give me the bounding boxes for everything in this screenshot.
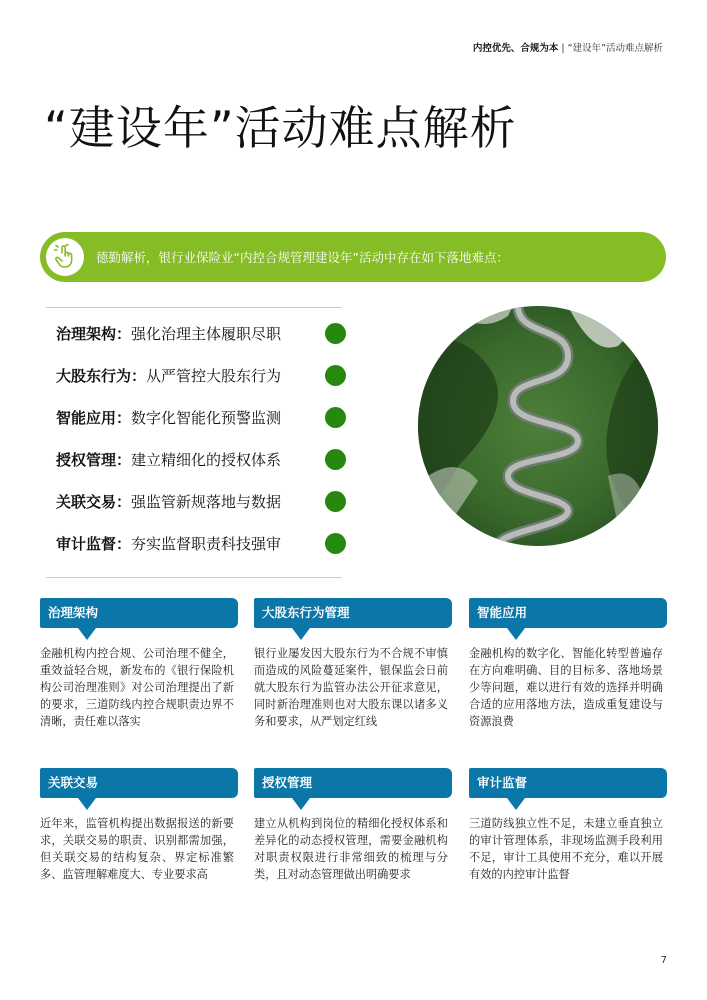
key-point-sep: ： bbox=[116, 492, 132, 511]
card-title: 审计监督 bbox=[469, 768, 667, 798]
key-point-sep: ： bbox=[116, 534, 132, 553]
green-dot-icon bbox=[325, 533, 346, 554]
key-point-list bbox=[56, 312, 346, 564]
card-smart-application bbox=[469, 598, 667, 730]
intro-banner bbox=[40, 232, 666, 282]
key-point-value: 夯实监督职责科技强审 bbox=[131, 534, 282, 553]
key-point-item bbox=[56, 354, 346, 396]
key-point-value: 数字化智能化预警监测 bbox=[131, 408, 282, 427]
card-governance bbox=[40, 598, 238, 730]
key-point-item bbox=[56, 312, 346, 354]
card-body: 金融机构内控合规、公司治理不健全，重效益轻合规，新发布的《银行保险机构公司治理准则》对公司治理提出了新的要求，三道防线内控合规职责边界不清晰，责任难以落实 bbox=[40, 647, 234, 728]
key-point-value: 强监管新规落地与数据 bbox=[131, 492, 282, 511]
card-authorization bbox=[254, 768, 452, 883]
key-point-value: 从严管控大股东行为 bbox=[146, 366, 282, 385]
card-related-transactions bbox=[40, 768, 238, 883]
card-title: 智能应用 bbox=[469, 598, 667, 628]
green-dot-icon bbox=[325, 407, 346, 428]
key-point-label: 关联交易 bbox=[56, 492, 117, 511]
key-point-item bbox=[56, 396, 346, 438]
page-title: “建设年”活动难点解析 bbox=[44, 101, 517, 155]
card-body: 三道防线独立性不足，未建立垂直独立的审计管理体系，非现场监测手段利用不足，审计工具使用不充分，难以开展有效的内控审计监督 bbox=[469, 817, 663, 881]
card-major-shareholder bbox=[254, 598, 452, 730]
header-separator: | bbox=[561, 43, 565, 54]
card-audit bbox=[469, 768, 667, 883]
card-title: 关联交易 bbox=[40, 768, 238, 798]
key-point-label: 授权管理 bbox=[56, 450, 117, 469]
card-title: 大股东行为管理 bbox=[254, 598, 452, 628]
key-point-value: 强化治理主体履职尽职 bbox=[131, 324, 282, 343]
header-section: 内控优先、合规为本 bbox=[472, 43, 559, 54]
key-point-sep: ： bbox=[116, 324, 132, 343]
card-title: 授权管理 bbox=[254, 768, 452, 798]
key-point-sep: ： bbox=[116, 450, 132, 469]
green-dot-icon bbox=[325, 365, 346, 386]
divider-bottom bbox=[46, 577, 342, 578]
key-point-item bbox=[56, 438, 346, 480]
green-dot-icon bbox=[325, 449, 346, 470]
key-point-value: 建立精细化的授权体系 bbox=[131, 450, 282, 469]
card-body: 银行业屡发因大股东行为不合规不审慎而造成的风险蔓延案件，银保监会日前就大股东行为监管办法公开征求意见，同时新治理准则也对大股东课以诸多义务和要求，从严划定红线 bbox=[254, 647, 448, 728]
card-title: 治理架构 bbox=[40, 598, 238, 628]
key-point-sep: ： bbox=[131, 366, 147, 385]
key-point-item bbox=[56, 480, 346, 522]
page-header bbox=[473, 40, 663, 54]
card-body: 金融机构的数字化、智能化转型普遍存在方向难明确、目的目标多、落地场景少等问题，难以进行有效的选择并明确合适的应用落地方法，造成重复建设与资源浪费 bbox=[469, 647, 663, 728]
key-point-label: 智能应用 bbox=[56, 408, 117, 427]
key-point-sep: ： bbox=[116, 408, 132, 427]
card-body: 近年来，监管机构提出数据报送的新要求，关联交易的职责、识别都需加强，但关联交易的结构复杂、界定标准繁多、监管理解难度大、专业要求高 bbox=[40, 817, 234, 881]
green-dot-icon bbox=[325, 491, 346, 512]
hand-tap-icon bbox=[46, 238, 84, 276]
key-point-item bbox=[56, 522, 346, 564]
key-point-label: 审计监督 bbox=[56, 534, 117, 553]
divider-top bbox=[46, 307, 342, 308]
card-body: 建立从机构到岗位的精细化授权体系和差异化的动态授权管理，需要金融机构对职责权限进行非常细致的梳理与分类，且对动态管理做出明确要求 bbox=[254, 817, 448, 881]
key-point-label: 治理架构 bbox=[56, 324, 117, 343]
page-number: 7 bbox=[660, 955, 667, 966]
key-point-label: 大股东行为 bbox=[56, 366, 132, 385]
banner-text: 德勤解析，银行业保险业“内控合规管理建设年”活动中存在如下落地难点： bbox=[96, 250, 509, 265]
green-dot-icon bbox=[325, 323, 346, 344]
winding-road-photo bbox=[418, 306, 658, 546]
header-subsection: “建设年”活动难点解析 bbox=[567, 43, 663, 54]
